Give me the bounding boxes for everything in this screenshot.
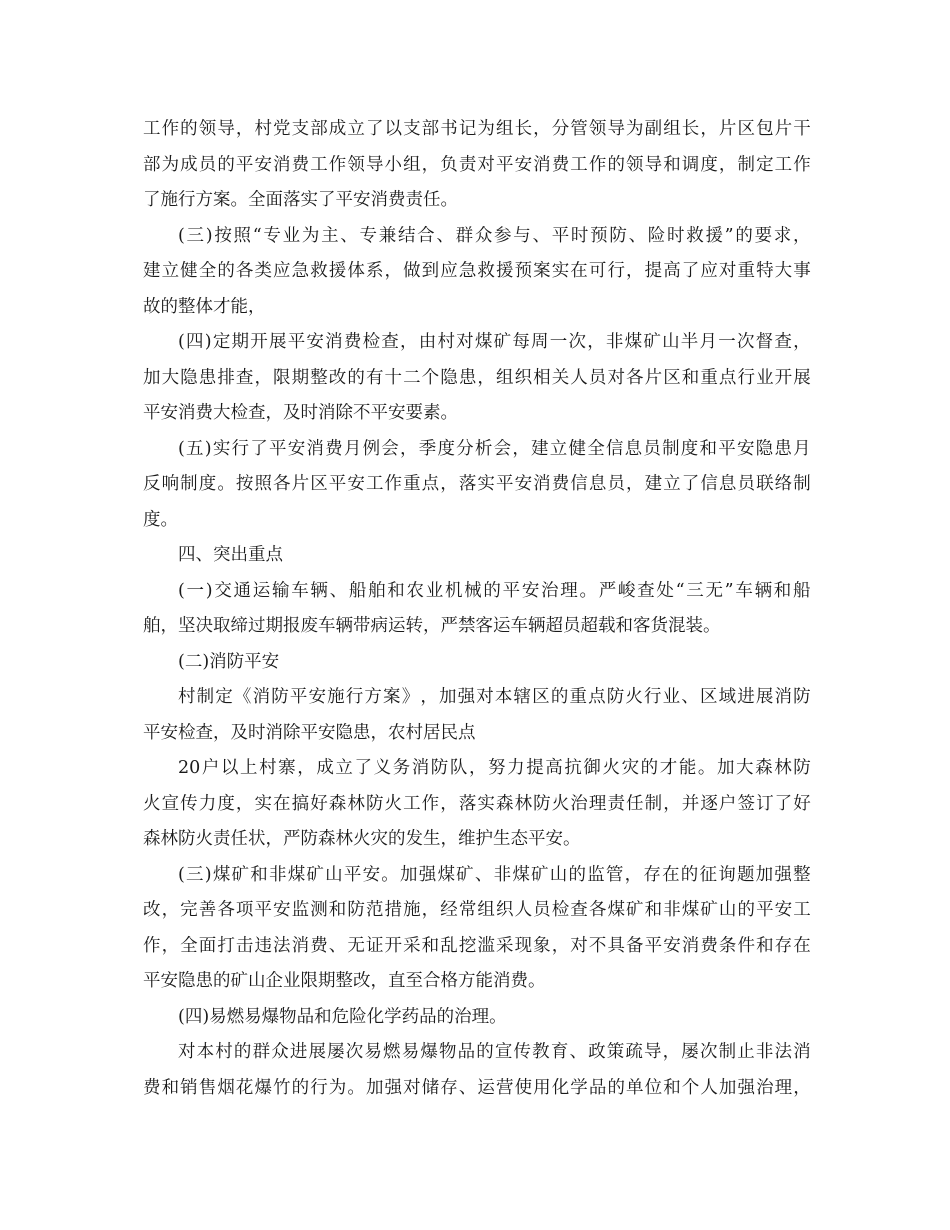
text-line: 了施行方案。全面落实了平安消费责任。 <box>143 190 458 210</box>
text-line: 度。 <box>143 509 178 530</box>
text-line: 平安隐患的矿山企业限期整改，直至合格方能消费。 <box>143 971 546 991</box>
text-line: 工 作 的 领 导 ， 村 党 支 部 成 立 了 以 支 部 书 记 为 组 长 ， 分 管 领 导 为 副 组 长 ， 片 区 包 片 干 <box>143 119 811 139</box>
text-line: (四)易燃易爆物品和危险化学药品的治理。 <box>178 1006 507 1027</box>
text-line: 反 响 制 度 。 按 照 各 片 区 平 安 工 作 重 点 ， 落 实 平 安 消 费 信 息 员 ， 建 立 了 信 息 员 联 络 制 <box>143 474 811 494</box>
text-line: 舶，坚决取缔过期报废车辆带病运转，严禁客运车辆超员超载和客货混装。 <box>143 616 721 636</box>
text-line: ( 三 ) 按 照 “ 专 业 为 主 、 专 兼 结 合 、 群 众 参 与 、 平 时 预 防 、 险 时 救 援 ” 的 要 求 ， <box>178 225 811 246</box>
document-body <box>143 112 811 1106</box>
text-line: 平安检查，及时消除平安隐患，农村居民点 <box>143 722 476 743</box>
text-line: 四、突出重点 <box>178 545 283 565</box>
text-line: 作 ， 全 面 打 击 违 法 消 费 、 无 证 开 采 和 乱 挖 滥 采 现 象 ， 对 不 具 备 平 安 消 费 条 件 和 存 在 <box>143 935 811 956</box>
text-line: 对 本 村 的 群 众 进 展 屡 次 易 燃 易 爆 物 品 的 宣 传 教 育 、 政 策 疏 导 ， 屡 次 制 止 非 法 消 <box>178 1042 811 1062</box>
text-line: 建 立 健 全 的 各 类 应 急 救 援 体 系 ， 做 到 应 急 救 援 预 案 实 在 可 行 ， 提 高 了 应 对 重 特 大 事 <box>143 261 811 281</box>
text-line: 部 为 成 员 的 平 安 消 费 工 作 领 导 小 组 ， 负 责 对 平 安 消 费 工 作 的 领 导 和 调 度 ， 制 定 工 作 <box>143 154 811 175</box>
text-line: ( 四 ) 定 期 开 展 平 安 消 费 检 查 ， 由 村 对 煤 矿 每 周 一 次 ， 非 煤 矿 山 半 月 一 次 督 查 ， <box>178 332 811 352</box>
text-line: ( 一 ) 交 通 运 输 车 辆 、 船 舶 和 农 业 机 械 的 平 安 治 理 。 严 峻 查 处 “ 三 无 ” 车 辆 和 船 <box>178 580 811 601</box>
text-line: 20 户 以 上 村 寨 ， 成 立 了 义 务 消 防 队 ， 努 力 提 高 抗 御 火 灾 的 才 能 。 加 大 森 林 防 <box>178 758 811 778</box>
text-line: 故的整体才能， <box>143 296 266 317</box>
text-line: 平安消费大检查，及时消除不平安要素。 <box>143 403 458 423</box>
text-line: 火 宣 传 力 度 ， 实 在 搞 好 森 林 防 火 工 作 ， 落 实 森 林 防 火 治 理 责 任 制 ， 并 逐 户 签 订 了 好 <box>143 793 811 814</box>
text-line: ( 三 ) 煤 矿 和 非 煤 矿 山 平 安 。 加 强 煤 矿 、 非 煤 矿 山 的 监 管 ， 存 在 的 征 询 题 加 强 整 <box>178 864 811 885</box>
text-line: (二)消防平安 <box>178 651 280 672</box>
text-line: 费 和 销 售 烟 花 爆 竹 的 行 为 。 加 强 对 储 存 、 运 营 使 用 化 学 品 的 单 位 和 个 人 加 强 治 理 ， <box>143 1077 811 1098</box>
text-line: 村 制 定 《 消 防 平 安 施 行 方 案 》 ， 加 强 对 本 辖 区 的 重 点 防 火 行 业 、 区 域 进 展 消 防 <box>178 687 811 707</box>
text-line: 加 大 隐 患 排 查 ， 限 期 整 改 的 有 十 二 个 隐 患 ， 组 织 相 关 人 员 对 各 片 区 和 重 点 行 业 开 展 <box>143 367 811 388</box>
text-line: 森林防火责任状，严防森林火灾的发生，维护生态平安。 <box>143 829 581 849</box>
text-line: 改 ， 完 善 各 项 平 安 监 测 和 防 范 措 施 ， 经 常 组 织 人 员 检 查 各 煤 矿 和 非 煤 矿 山 的 平 安 工 <box>143 900 811 920</box>
text-line: ( 五 ) 实 行 了 平 安 消 费 月 例 会 ， 季 度 分 析 会 ， 建 立 健 全 信 息 员 制 度 和 平 安 隐 患 月 <box>178 438 811 459</box>
